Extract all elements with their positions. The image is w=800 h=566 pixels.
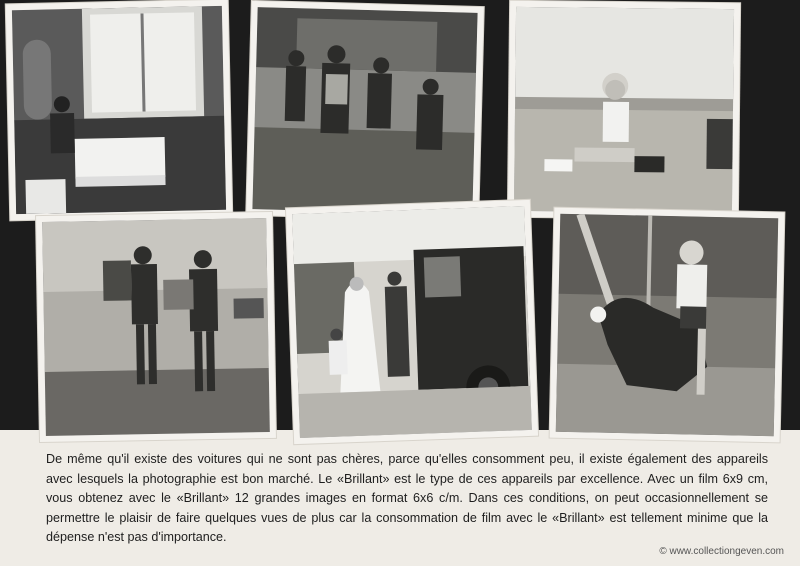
photo-hikers-group	[246, 1, 484, 221]
photo-boy-on-carousel-horse	[550, 208, 785, 443]
photo-cafe-scene	[6, 0, 232, 220]
photo-wedding-car	[286, 200, 538, 444]
photo-boys-at-harbor	[36, 212, 276, 442]
body-text: De même qu'il existe des voitures qui ne sont pas chères, parce qu'elles consomment peu, il existe également des appareils avec lesquels la photographie est bon marché. Le «Brillant» est le type de ces appareils par excellence. Avec un film 6x9 cm, vous obtenez avec le «Brillant» 12 grandes images en format 6x6 c/m. Dans ces conditions, on peut occasionnellement se permettre le plaisir de faire quelques vues de plus car la consommation de film avec le «Brillant» est tellement minime que la dépense n'est pas d'importance.	[46, 452, 768, 545]
photo-child-on-beach	[508, 1, 740, 219]
copyright-credit: © www.collectiongeven.com	[659, 546, 784, 557]
